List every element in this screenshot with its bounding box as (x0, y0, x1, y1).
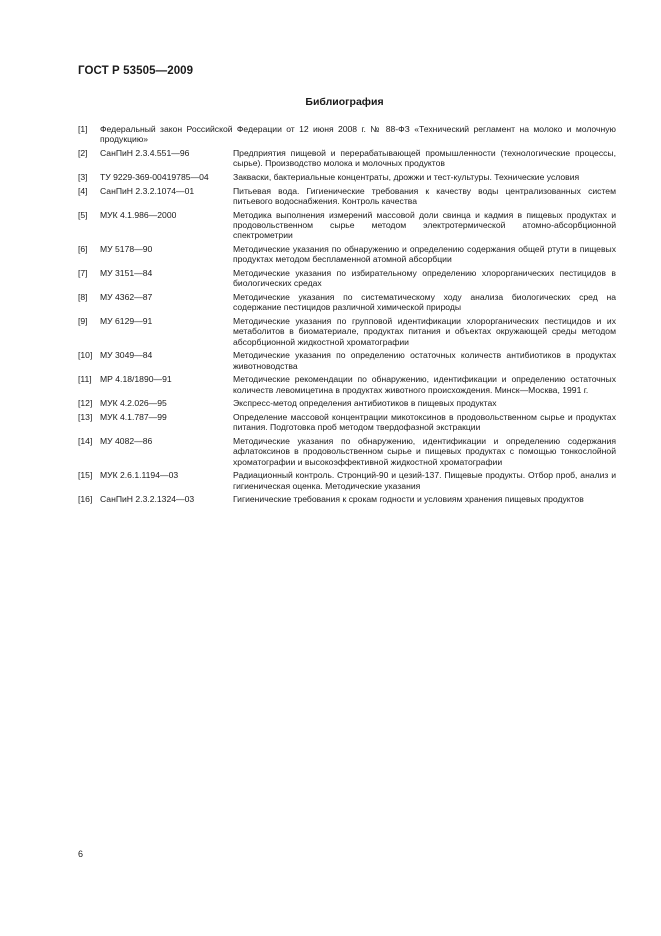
entry-number: [13] (78, 412, 93, 422)
entry-code: МУ 4362—87 (100, 292, 153, 302)
bibliography-entry (78, 470, 616, 491)
bibliography-entry (78, 186, 616, 207)
bibliography-entry (78, 244, 616, 265)
bibliography-entry (78, 172, 616, 182)
bibliography-list (78, 124, 616, 508)
bibliography-entry (78, 412, 616, 433)
entry-code: МУ 4082—86 (100, 436, 153, 446)
entry-code: МР 4.18/1890—91 (100, 374, 172, 385)
bibliography-entry (78, 292, 616, 313)
entry-description: Предприятия пищевой и перерабатывающей промышленности (технологические процессы, сырье). Производство молока и молочных продуктов (233, 148, 616, 169)
entry-number: [9] (78, 316, 88, 326)
entry-description: Гигиенические требования к срокам годности и условиям хранения пищевых продуктов (233, 494, 584, 505)
entry-description: Питьевая вода. Гигиенические требования к качеству воды централизованных систем питьевого водоснабжения. Контроль качества (233, 185, 616, 206)
bibliography-entry (78, 350, 616, 371)
entry-description: Закваски, бактериальные концентраты, дрожжи и тест-культуры. Технические условия (233, 172, 580, 182)
entry-description: Методические указания по определению остаточных количеств антибиотиков в продуктах животноводства (233, 350, 616, 371)
entry-code: МУ 5178—90 (100, 244, 153, 254)
entry-number: [7] (78, 268, 88, 278)
entry-code: МУК 4.1.986—2000 (100, 209, 177, 220)
entry-description: Федеральный закон Российской Федерации от 12 июня 2008 г. № 88-ФЗ «Технический регламент на молоко и молочную продукцию» (100, 124, 616, 145)
bibliography-entry (78, 398, 616, 408)
bibliography-entry (78, 436, 616, 467)
entry-description: Методические указания по избирательному определению хлорорганических пестицидов в биологических средах (233, 268, 616, 289)
entry-number: [11] (78, 374, 92, 385)
bibliography-title: Библиография (305, 96, 384, 108)
entry-number: [8] (78, 292, 88, 302)
entry-description: Радиационный контроль. Стронций-90 и цезий-137. Пищевые продукты. Отбор проб, анализ и гигиеническая оценка. Методические указания (233, 470, 616, 491)
entry-number: [14] (78, 436, 93, 446)
bibliography-entry (78, 210, 616, 241)
entry-description: Определение массовой концентрации микотоксинов в продовольственном сырье и продуктах питания. Подготовка проб методом твердофазной экстракции (233, 412, 616, 433)
bibliography-entry (78, 316, 616, 347)
document-standard-header: ГОСТ Р 53505—2009 (78, 65, 194, 77)
entry-description: Методические рекомендации по обнаружению, идентификации и определению остаточных количеств левомицетина в продуктах животного происхождения. Минск—Москва, 1991 г. (233, 374, 616, 395)
entry-description: Методические указания по групповой идентификации хлорорганических пестицидов и их метаболитов в биоматериале, продуктах питания и объектах окружающей среды методом абсорбционной жидкостной хроматографии (233, 316, 616, 347)
entry-description: Методические указания по обнаружению, идентификации и определению содержания афлатоксинов в продовольственном сырье и пищевых продуктах с помощью тонкослойной хроматографии и высокоэффективной жидкостной хроматографии (233, 436, 616, 467)
entry-number: [16] (78, 494, 93, 505)
entry-code: СанПиН 2.3.4.551—96 (100, 148, 190, 158)
entry-code: МУ 3049—84 (100, 350, 153, 361)
entry-number: [3] (78, 172, 88, 182)
entry-code: МУК 4.1.787—99 (100, 412, 167, 422)
entry-description: Методика выполнения измерений массовой доли свинца и кадмия в пищевых продуктах и продовольственном сырье методом электротермической атомно-абсорбционной спектрометрии (233, 209, 616, 241)
bibliography-entry (78, 148, 616, 169)
bibliography-entry (78, 268, 616, 289)
entry-code: МУК 2.6.1.1194—03 (100, 470, 179, 481)
entry-code: МУ 3151—84 (100, 268, 153, 278)
entry-description: Методические указания по систематическому ходу анализа биологических сред на содержание пестицидов различной химической природы (233, 292, 616, 313)
entry-number: [1] (78, 124, 88, 134)
entry-number: [12] (78, 398, 93, 409)
bibliography-entry (78, 124, 616, 145)
entry-number: [5] (78, 209, 88, 220)
page-number: 6 (78, 849, 84, 859)
bibliography-entry (78, 374, 616, 395)
entry-number: [10] (78, 350, 93, 361)
entry-number: [15] (78, 470, 93, 481)
entry-number: [6] (78, 244, 88, 254)
entry-code: СанПиН 2.3.2.1324—03 (100, 494, 195, 505)
entry-description: Методические указания по обнаружению и определению содержания общей ртути в пищевых продуктах методом беспламенной атомной абсорбции (233, 244, 616, 265)
entry-number: [2] (78, 148, 88, 158)
entry-code: МУК 4.2.026—95 (100, 398, 167, 409)
entry-description: Экспресс-метод определения антибиотиков в пищевых продуктах (233, 398, 497, 409)
entry-code: СанПиН 2.3.2.1074—01 (100, 185, 195, 196)
entry-code: ТУ 9229-369-00419785—04 (100, 172, 209, 182)
entry-code: МУ 6129—91 (100, 316, 153, 326)
bibliography-entry (78, 494, 616, 504)
entry-number: [4] (78, 185, 88, 196)
